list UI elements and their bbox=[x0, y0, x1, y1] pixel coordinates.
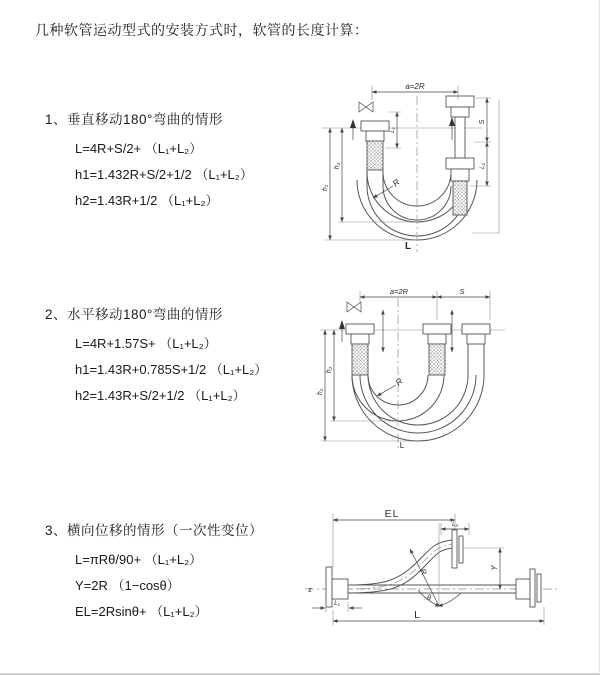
dim-label-s: S bbox=[459, 287, 465, 296]
formula-line: L=4R+1.57S+ （L₁+L₂） bbox=[75, 336, 217, 351]
dim-label-h2: h₂ bbox=[334, 162, 341, 170]
dim-label-a2r: a=2R bbox=[389, 287, 409, 296]
dim-y bbox=[464, 548, 504, 589]
diagram-horizontal-180-bend bbox=[312, 283, 522, 455]
radius-leader bbox=[377, 376, 405, 396]
section-2-heading: 2、水平移动180°弯曲的情形 bbox=[45, 307, 223, 322]
formula-line: L=4R+S/2+ （L₁+L₂） bbox=[75, 141, 203, 156]
dim-label-h2: h₂ bbox=[326, 366, 333, 374]
section-1-heading: 1、垂直移动180°弯曲的情形 bbox=[45, 112, 223, 127]
formula-line: h2=1.43R+S/2+1/2 （L₁+L₂） bbox=[75, 388, 246, 403]
radius-leader bbox=[373, 177, 402, 198]
formula-line: h2=1.43R+1/2 （L₁+L₂） bbox=[75, 193, 219, 208]
section-3 bbox=[45, 521, 263, 625]
flange-bottom-right bbox=[516, 569, 541, 607]
diagram-vertical-180-bend bbox=[310, 75, 525, 260]
dim-a2r bbox=[372, 82, 458, 100]
dim-a2r bbox=[360, 287, 490, 320]
dim-label-l2: L₂ bbox=[479, 162, 486, 170]
dim-label-h1: h₁ bbox=[322, 184, 329, 192]
formula-line: L=πRθ/90+ （L₁+L₂） bbox=[75, 552, 203, 567]
pipe-fitting-right bbox=[462, 324, 490, 344]
section-2 bbox=[45, 305, 267, 409]
formula-line: EL=2Rsinθ+ （L₁+L₂） bbox=[75, 604, 208, 619]
section-3-heading: 3、横向位移的情形（一次性变位） bbox=[45, 523, 264, 538]
formula-line: h1=1.43R+0.785S+1/2 （L₁+L₂） bbox=[75, 362, 268, 377]
dim-label-l1: L₁ bbox=[389, 127, 396, 133]
valve-icon bbox=[347, 302, 361, 312]
pipe-fitting-left bbox=[346, 324, 374, 375]
dim-l bbox=[333, 607, 544, 625]
centerline-break-mark: z bbox=[308, 587, 312, 594]
section-1 bbox=[45, 110, 253, 214]
dim-label-a2r: a=2R bbox=[405, 82, 425, 91]
valve-icon bbox=[359, 102, 373, 112]
page-title: 几种软管运动型式的安装方式时，软管的长度计算： bbox=[35, 22, 369, 38]
radius-label: R bbox=[393, 375, 405, 388]
dim-label-y: Y bbox=[490, 565, 499, 571]
dim-l1 bbox=[312, 600, 362, 612]
dim-el bbox=[333, 508, 455, 567]
motion-arrows bbox=[339, 320, 345, 342]
dim-label-h1: h₁ bbox=[317, 388, 324, 396]
flange-top-right bbox=[452, 530, 463, 568]
dim-label-l: L bbox=[414, 609, 420, 621]
radius-label: R bbox=[390, 176, 402, 189]
dim-label-l1: L₁ bbox=[334, 600, 340, 607]
formula-line: h1=1.432R+S/2+1/2 （L₁+L₂） bbox=[75, 167, 253, 182]
dim-label-el: EL bbox=[384, 508, 400, 520]
hose-arcs bbox=[352, 344, 484, 441]
diagram-lateral-displacement bbox=[300, 505, 600, 650]
dim-label-s: S bbox=[477, 119, 486, 125]
pipe-fitting-left bbox=[361, 121, 389, 170]
formula-line: Y=2R （1−cosθ） bbox=[75, 578, 180, 593]
pipe-fitting-middle bbox=[423, 324, 451, 375]
pipe-fitting-right bbox=[446, 96, 474, 215]
radius-label: R bbox=[417, 567, 429, 577]
dim-label-l2: L₂ bbox=[451, 521, 459, 528]
angle-label: θ bbox=[427, 595, 431, 602]
length-label: L bbox=[399, 441, 405, 450]
length-label: L bbox=[404, 241, 412, 252]
